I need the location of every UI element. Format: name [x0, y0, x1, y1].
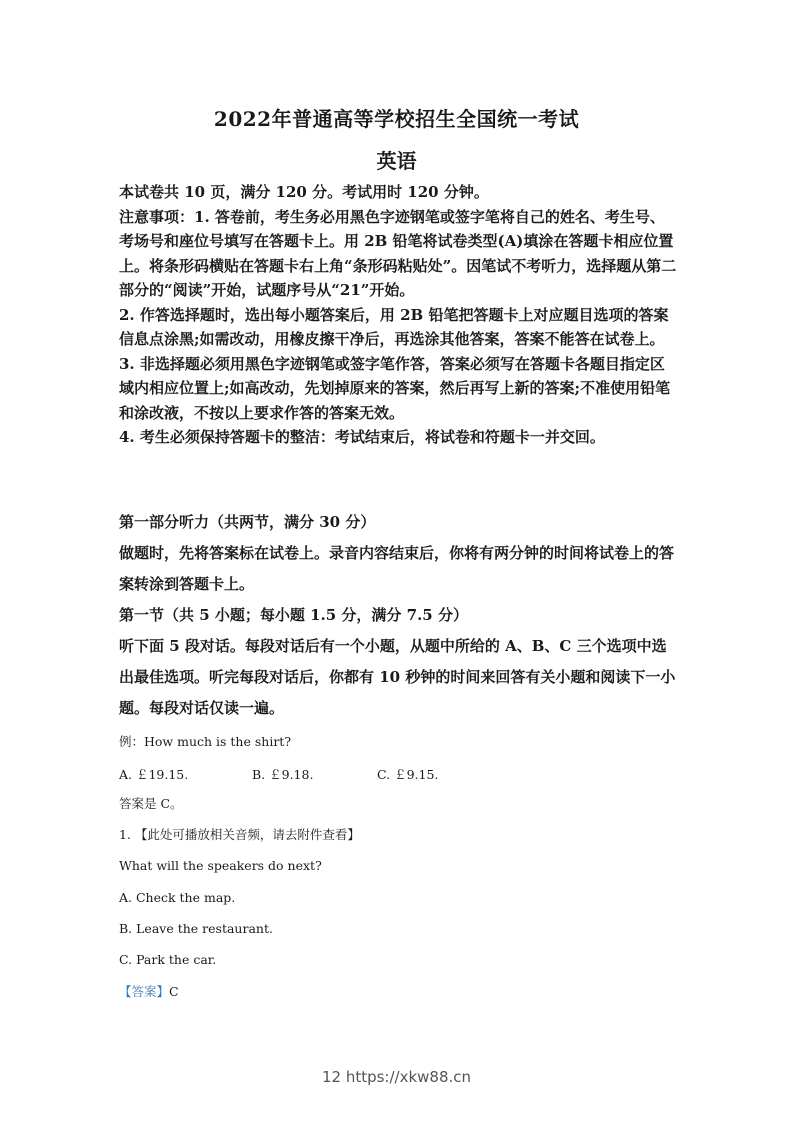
part1-intro: 做题时，先将答案标在试卷上。录音内容结束后，你将有两分钟的时间将试卷上的答案转涂到答题卡上。 [119, 544, 675, 593]
part1-block [119, 507, 679, 724]
instruction-paragraph: 注意事项：1. 答卷前，考生务必用黑色字迹钢笔或签字笔将自己的姓名、考生号、考场号和座位号填写在答题卡上。用 2B 铅笔将试卷类型(A)填涂在答题卡相应位置上。将条形码横贴在答题卡右上角“条形码粘贴处”。因笔试不考听力，选择题从第二部分的“阅读”开始，试题序号从“21”开始。 [119, 207, 677, 299]
instruction-paragraph: 3. 非选择题必须用黑色字迹钢笔或签字笔作答，答案必须写在答题卡各题目指定区域内相应位置上;如高改动，先划掉原来的答案，然后再写上新的答案;不准使用铅笔和涂改液，不按以上要求作答的答案无效。 [119, 354, 671, 422]
section1-intro: 听下面 5 段对话。每段对话后有一个小题，从题中所给的 A、B、C 三个选项中选出最佳选项。听完每段对话后，你都有 10 秒钟的时间来回答有关小题和阅读下一小题。每段对话仅读一遍。 [119, 637, 676, 717]
instructions-block [119, 180, 679, 450]
question1-label: 1. 【此处可播放相关音频，请去附件查看】 [119, 827, 360, 842]
instruction-paragraph: 本试卷共 10 页，满分 120 分。考试用时 120 分钟。 [119, 183, 489, 201]
example-option-c: C. ￡9.15. [377, 767, 439, 782]
question1-answer [119, 984, 179, 1000]
example-question: 例：How much is the shirt? [119, 734, 292, 749]
exam-title: 2022年普通高等学校招生全国统一考试 [213, 107, 580, 131]
example-option-a: A. ￡19.15. [119, 767, 189, 782]
part1-heading: 第一部分听力（共两节，满分 30 分） [119, 513, 376, 531]
page-footer: 12 https://xkw88.cn [321, 1068, 472, 1086]
question1-text: What will the speakers do next? [119, 858, 322, 873]
example-answer: 答案是 C。 [119, 796, 183, 811]
answer-tag: 【答案】 [119, 984, 170, 999]
exam-subject: 英语 [376, 149, 417, 173]
instruction-paragraph: 4. 考生必须保持答题卡的整洁：考试结束后，将试卷和符题卡一并交回。 [119, 428, 605, 446]
example-option-b: B. ￡9.18. [252, 767, 314, 782]
answer-value: C [169, 984, 179, 999]
section1-heading: 第一节（共 5 小题；每小题 1.5 分，满分 7.5 分） [119, 606, 468, 624]
question1-option-c: C. Park the car. [119, 952, 217, 967]
instruction-paragraph: 2. 作答选择题时，选出每小题答案后，用 2B 铅笔把答题卡上对应题目选项的答案信息点涂黑;如需改动，用橡皮擦干净后，再选涂其他答案，答案不能答在试卷上。 [119, 305, 669, 348]
question1-option-a: A. Check the map. [119, 890, 236, 905]
question1-option-b: B. Leave the restaurant. [119, 921, 273, 936]
